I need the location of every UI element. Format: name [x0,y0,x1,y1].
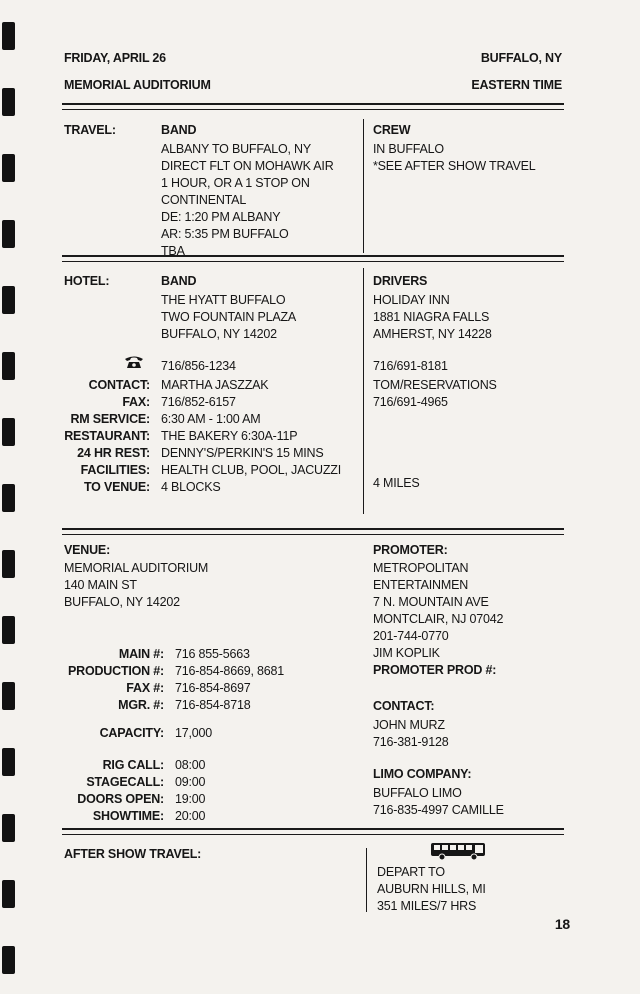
venue-phone-label: MGR. #: [118,698,164,712]
promoter-line: ENTERTAINMEN [373,578,469,592]
venue-rule-top [62,828,564,830]
hotel-info-labels [40,377,150,496]
hotel-info-value: THE BAKERY 6:30A-11P [161,429,298,443]
hotel-info-label: RESTAURANT: [64,429,150,443]
page-number: 18 [554,916,570,932]
drivers-address-line: 1881 NIAGRA FALLS [373,310,490,324]
promoter-line: JIM KOPLIK [373,646,440,660]
travel-band-line: DE: 1:20 PM ALBANY [161,210,281,224]
venue-phone-value: 716-854-8718 [175,698,251,712]
promoter-contact-heading: CONTACT: [373,699,435,713]
promoter-prod-heading: PROMOTER PROD #: [373,663,497,677]
venue-time-label: SHOWTIME: [92,809,164,823]
venue-rule-bottom [62,834,564,835]
drivers-phone: 716/691-8181 [373,359,448,373]
promoter-line: METROPOLITAN [373,561,469,575]
after-show-details [377,864,486,915]
venue-time-value: 09:00 [175,775,206,789]
telephone-icon [124,355,144,369]
venue-phone-label: FAX #: [126,681,164,695]
venue-address [64,560,208,611]
travel-rule-bottom [62,261,564,262]
hotel-rule-top [62,528,564,530]
venue-phone-value: 716-854-8669, 8681 [175,664,284,678]
after-show-line: DEPART TO [377,865,445,879]
venue-time-label: DOORS OPEN: [77,792,164,806]
hotel-info-label: CONTACT: [88,378,150,392]
promoter-contact-line: JOHN MURZ [373,718,445,732]
after-show-line: AUBURN HILLS, MI [377,882,486,896]
hotel-address-line: THE HYATT BUFFALO [161,293,286,307]
venue-phone-label: MAIN #: [118,647,164,661]
limo-heading: LIMO COMPANY: [373,767,472,781]
hotel-address-line: TWO FOUNTAIN PLAZA [161,310,297,324]
venue-time-value: 20:00 [175,809,206,823]
hotel-phone: 716/856-1234 [161,359,236,373]
venue-time-value: 19:00 [175,792,206,806]
header-rule-bottom [62,109,564,110]
hotel-drivers-heading: DRIVERS [373,274,428,288]
venue-capacity-value: 17,000 [175,726,213,740]
drivers-to-venue: 4 MILES [373,476,420,490]
hotel-drivers-address [373,292,492,343]
travel-crew-line: *SEE AFTER SHOW TRAVEL [373,159,536,173]
header-timezone: EASTERN TIME [471,78,562,92]
promoter-details [373,560,503,662]
header-date: FRIDAY, APRIL 26 [64,51,166,65]
travel-band-line: CONTINENTAL [161,193,247,207]
venue-capacity-label: CAPACITY: [99,726,164,740]
header-city: BUFFALO, NY [480,51,562,65]
hotel-address-line: BUFFALO, NY 14202 [161,327,277,341]
hotel-info-label: RM SERVICE: [70,412,150,426]
promoter-heading: PROMOTER: [373,543,448,557]
limo-line: BUFFALO LIMO [373,786,462,800]
venue-time-label: STAGECALL: [86,775,164,789]
travel-crew-heading: CREW [373,123,411,137]
travel-crew-line: IN BUFFALO [373,142,444,156]
hotel-band-address [161,292,296,343]
drivers-address-line: HOLIDAY INN [373,293,450,307]
drivers-contact: TOM/RESERVATIONS [373,378,497,392]
travel-column-divider [363,119,364,253]
hotel-column-divider [363,268,364,514]
venue-phone-label: PRODUCTION #: [67,664,164,678]
hotel-info-value: 716/852-6157 [161,395,236,409]
travel-band-line: TBA [161,244,185,258]
header-rule-top [62,103,564,105]
after-show-line: 351 MILES/7 HRS [377,899,477,913]
venue-phone-value: 716-854-8697 [175,681,251,695]
hotel-info-label: FACILITIES: [80,463,150,477]
hotel-info-label: TO VENUE: [83,480,150,494]
drivers-address-line: AMHERST, NY 14228 [373,327,492,341]
hotel-info-values [161,377,341,496]
after-show-divider [366,848,367,912]
tour-bus-icon [430,841,488,861]
venue-address-line: BUFFALO, NY 14202 [64,595,180,609]
travel-band-heading: BAND [161,123,197,137]
venue-address-line: MEMORIAL AUDITORIUM [64,561,209,575]
hotel-info-value: HEALTH CLUB, POOL, JACUZZI [161,463,342,477]
hotel-band-heading: BAND [161,274,197,288]
venue-phone-values [175,646,284,714]
venue-address-line: 140 MAIN ST [64,578,137,592]
spiral-binding [0,0,22,994]
venue-time-label: RIG CALL: [102,758,164,772]
venue-time-labels [40,757,164,825]
hotel-info-label: 24 HR REST: [77,446,150,460]
drivers-contact-info [373,377,497,411]
hotel-info-value: DENNY'S/PERKIN'S 15 MINS [161,446,324,460]
limo-line: 716-835-4997 CAMILLE [373,803,504,817]
hotel-info-label: FAX: [122,395,150,409]
after-show-label: AFTER SHOW TRAVEL: [64,847,202,861]
travel-rule-top [62,255,564,257]
promoter-line: 7 N. MOUNTAIN AVE [373,595,489,609]
venue-phone-value: 716 855-5663 [175,647,250,661]
promoter-contact-details [373,717,448,751]
drivers-fax: 716/691-4965 [373,395,448,409]
venue-label: VENUE: [64,543,111,557]
travel-label: TRAVEL: [64,123,116,137]
travel-band-line: ALBANY TO BUFFALO, NY [161,142,312,156]
travel-band-line: AR: 5:35 PM BUFFALO [161,227,289,241]
promoter-contact-line: 716-381-9128 [373,735,449,749]
venue-phone-labels [40,646,164,714]
header-venue: MEMORIAL AUDITORIUM [64,78,211,92]
hotel-info-value: MARTHA JASZZAK [161,378,269,392]
travel-crew-details [373,141,536,175]
hotel-rule-bottom [62,534,564,535]
promoter-line: MONTCLAIR, NJ 07042 [373,612,504,626]
hotel-label: HOTEL: [64,274,110,288]
travel-band-line: 1 HOUR, OR A 1 STOP ON [161,176,310,190]
venue-time-values [175,757,205,825]
travel-band-details [161,141,334,260]
venue-time-value: 08:00 [175,758,206,772]
hotel-info-value: 4 BLOCKS [161,480,221,494]
travel-band-line: DIRECT FLT ON MOHAWK AIR [161,159,334,173]
promoter-line: 201-744-0770 [373,629,449,643]
hotel-info-value: 6:30 AM - 1:00 AM [161,412,261,426]
limo-details [373,785,504,819]
